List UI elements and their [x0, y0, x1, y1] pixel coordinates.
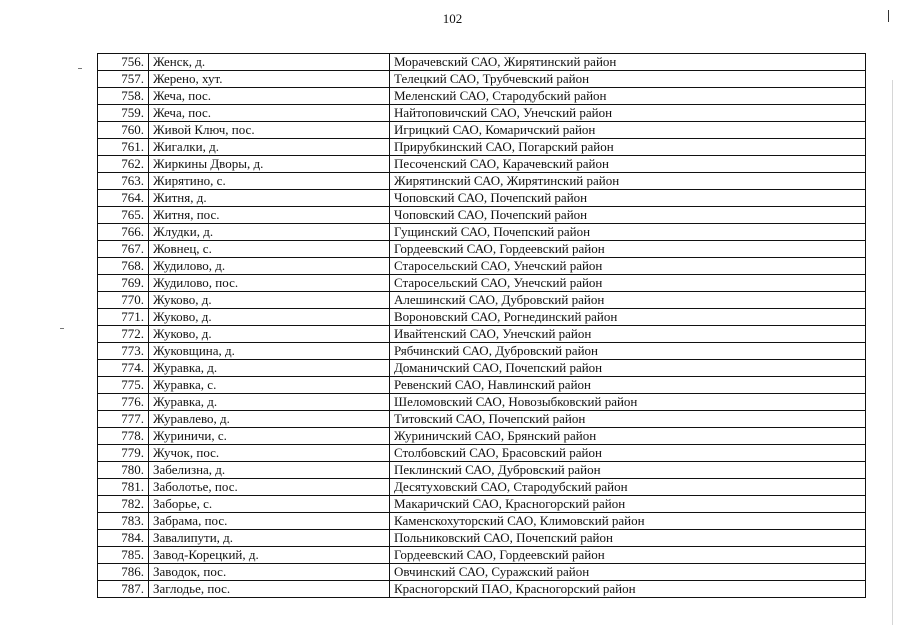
table-row — [98, 105, 866, 122]
table-row — [98, 360, 866, 377]
row-number-cell: 756. — [98, 54, 149, 71]
admin-unit-cell: Титовский САО, Почепский район — [390, 411, 866, 428]
table-row — [98, 309, 866, 326]
settlement-name-cell: Женск, д. — [149, 54, 390, 71]
admin-unit-cell: Прирубкинский САО, Погарский район — [390, 139, 866, 156]
row-number-cell: 786. — [98, 564, 149, 581]
table-row — [98, 496, 866, 513]
row-number-cell: 770. — [98, 292, 149, 309]
settlement-name-cell: Жерено, хут. — [149, 71, 390, 88]
page-number: 102 — [442, 11, 463, 26]
table-row — [98, 207, 866, 224]
row-number-cell: 781. — [98, 479, 149, 496]
table-row — [98, 275, 866, 292]
settlement-name-cell: Жудилово, д. — [149, 258, 390, 275]
settlement-name-cell: Жуково, д. — [149, 326, 390, 343]
admin-unit-cell: Песоченский САО, Карачевский район — [390, 156, 866, 173]
row-number-cell: 769. — [98, 275, 149, 292]
row-number-cell: 767. — [98, 241, 149, 258]
admin-unit-cell: Каменскохуторский САО, Климовский район — [390, 513, 866, 530]
admin-unit-cell: Журиничский САО, Брянский район — [390, 428, 866, 445]
admin-unit-cell: Десятуховский САО, Стародубский район — [390, 479, 866, 496]
settlement-name-cell: Журавка, с. — [149, 377, 390, 394]
settlement-name-cell: Жудилово, пос. — [149, 275, 390, 292]
admin-unit-cell: Жирятинский САО, Жирятинский район — [390, 173, 866, 190]
settlement-name-cell: Житня, д. — [149, 190, 390, 207]
table-row — [98, 445, 866, 462]
settlement-name-cell: Жирятино, с. — [149, 173, 390, 190]
row-number-cell: 771. — [98, 309, 149, 326]
settlement-name-cell: Завалипути, д. — [149, 530, 390, 547]
admin-unit-cell: Ивайтенский САО, Унечский район — [390, 326, 866, 343]
settlements-table-body — [98, 54, 866, 598]
settlement-name-cell: Жуково, д. — [149, 292, 390, 309]
settlement-name-cell: Заглодье, пос. — [149, 581, 390, 598]
settlement-name-cell: Жуково, д. — [149, 309, 390, 326]
row-number-cell: 761. — [98, 139, 149, 156]
table-row — [98, 88, 866, 105]
table-row — [98, 173, 866, 190]
row-number-cell: 775. — [98, 377, 149, 394]
settlement-name-cell: Журиничи, с. — [149, 428, 390, 445]
row-number-cell: 765. — [98, 207, 149, 224]
settlement-name-cell: Заводок, пос. — [149, 564, 390, 581]
table-row — [98, 156, 866, 173]
settlement-name-cell: Житня, пос. — [149, 207, 390, 224]
row-number-cell: 776. — [98, 394, 149, 411]
admin-unit-cell: Вороновский САО, Рогнединский район — [390, 309, 866, 326]
row-number-cell: 787. — [98, 581, 149, 598]
row-number-cell: 760. — [98, 122, 149, 139]
table-row — [98, 530, 866, 547]
admin-unit-cell: Найтоповичский САО, Унечский район — [390, 105, 866, 122]
admin-unit-cell: Чоповский САО, Почепский район — [390, 190, 866, 207]
table-row — [98, 547, 866, 564]
row-number-cell: 782. — [98, 496, 149, 513]
table-row — [98, 54, 866, 71]
table-row — [98, 190, 866, 207]
settlement-name-cell: Журавка, д. — [149, 360, 390, 377]
row-number-cell: 764. — [98, 190, 149, 207]
row-number-cell: 758. — [98, 88, 149, 105]
row-number-cell: 759. — [98, 105, 149, 122]
admin-unit-cell: Гордеевский САО, Гордеевский район — [390, 547, 866, 564]
admin-unit-cell: Старосельский САО, Унечский район — [390, 275, 866, 292]
settlement-name-cell: Журавка, д. — [149, 394, 390, 411]
row-number-cell: 778. — [98, 428, 149, 445]
admin-unit-cell: Овчинский САО, Суражский район — [390, 564, 866, 581]
table-row — [98, 122, 866, 139]
admin-unit-cell: Шеломовский САО, Новозыбковский район — [390, 394, 866, 411]
scan-speck — [78, 68, 82, 69]
table-row — [98, 462, 866, 479]
row-number-cell: 757. — [98, 71, 149, 88]
settlement-name-cell: Жеча, пос. — [149, 105, 390, 122]
admin-unit-cell: Морачевский САО, Жирятинский район — [390, 54, 866, 71]
row-number-cell: 784. — [98, 530, 149, 547]
table-row — [98, 241, 866, 258]
settlement-name-cell: Жовнец, с. — [149, 241, 390, 258]
settlement-name-cell: Завод-Корецкий, д. — [149, 547, 390, 564]
row-number-cell: 785. — [98, 547, 149, 564]
admin-unit-cell: Рябчинский САО, Дубровский район — [390, 343, 866, 360]
row-number-cell: 773. — [98, 343, 149, 360]
table-row — [98, 292, 866, 309]
settlement-name-cell: Забрама, пос. — [149, 513, 390, 530]
table-row — [98, 411, 866, 428]
row-number-cell: 766. — [98, 224, 149, 241]
admin-unit-cell: Игрицкий САО, Комаричский район — [390, 122, 866, 139]
scan-edge-line — [892, 80, 893, 625]
row-number-cell: 780. — [98, 462, 149, 479]
settlement-name-cell: Жиркины Дворы, д. — [149, 156, 390, 173]
settlement-name-cell: Жлудки, д. — [149, 224, 390, 241]
admin-unit-cell: Макаричский САО, Красногорский район — [390, 496, 866, 513]
scan-edge-mark — [888, 10, 889, 22]
table-row — [98, 564, 866, 581]
row-number-cell: 779. — [98, 445, 149, 462]
table-row — [98, 428, 866, 445]
scan-speck — [60, 328, 64, 329]
admin-unit-cell: Гордеевский САО, Гордеевский район — [390, 241, 866, 258]
settlements-table — [97, 53, 866, 598]
settlement-name-cell: Жеча, пос. — [149, 88, 390, 105]
row-number-cell: 762. — [98, 156, 149, 173]
row-number-cell: 783. — [98, 513, 149, 530]
table-row — [98, 258, 866, 275]
row-number-cell: 772. — [98, 326, 149, 343]
admin-unit-cell: Ревенский САО, Навлинский район — [390, 377, 866, 394]
row-number-cell: 774. — [98, 360, 149, 377]
table-row — [98, 513, 866, 530]
table-row — [98, 343, 866, 360]
admin-unit-cell: Доманичский САО, Почепский район — [390, 360, 866, 377]
row-number-cell: 777. — [98, 411, 149, 428]
settlement-name-cell: Жуковщина, д. — [149, 343, 390, 360]
admin-unit-cell: Старосельский САО, Унечский район — [390, 258, 866, 275]
settlement-name-cell: Журавлево, д. — [149, 411, 390, 428]
settlement-name-cell: Живой Ключ, пос. — [149, 122, 390, 139]
admin-unit-cell: Чоповский САО, Почепский район — [390, 207, 866, 224]
admin-unit-cell: Гущинский САО, Почепский район — [390, 224, 866, 241]
table-row — [98, 326, 866, 343]
settlement-name-cell: Заболотье, пос. — [149, 479, 390, 496]
admin-unit-cell: Меленский САО, Стародубский район — [390, 88, 866, 105]
settlement-name-cell: Забелизна, д. — [149, 462, 390, 479]
table-row — [98, 139, 866, 156]
table-row — [98, 479, 866, 496]
settlement-name-cell: Заборье, с. — [149, 496, 390, 513]
admin-unit-cell: Телецкий САО, Трубчевский район — [390, 71, 866, 88]
admin-unit-cell: Красногорский ПАО, Красногорский район — [390, 581, 866, 598]
table-row — [98, 224, 866, 241]
table-row — [98, 394, 866, 411]
admin-unit-cell: Столбовский САО, Брасовский район — [390, 445, 866, 462]
table-row — [98, 71, 866, 88]
settlement-name-cell: Жучок, пос. — [149, 445, 390, 462]
table-row — [98, 377, 866, 394]
settlement-name-cell: Жигалки, д. — [149, 139, 390, 156]
admin-unit-cell: Пеклинский САО, Дубровский район — [390, 462, 866, 479]
row-number-cell: 768. — [98, 258, 149, 275]
table-row — [98, 581, 866, 598]
row-number-cell: 763. — [98, 173, 149, 190]
admin-unit-cell: Алешинский САО, Дубровский район — [390, 292, 866, 309]
admin-unit-cell: Польниковский САО, Почепский район — [390, 530, 866, 547]
